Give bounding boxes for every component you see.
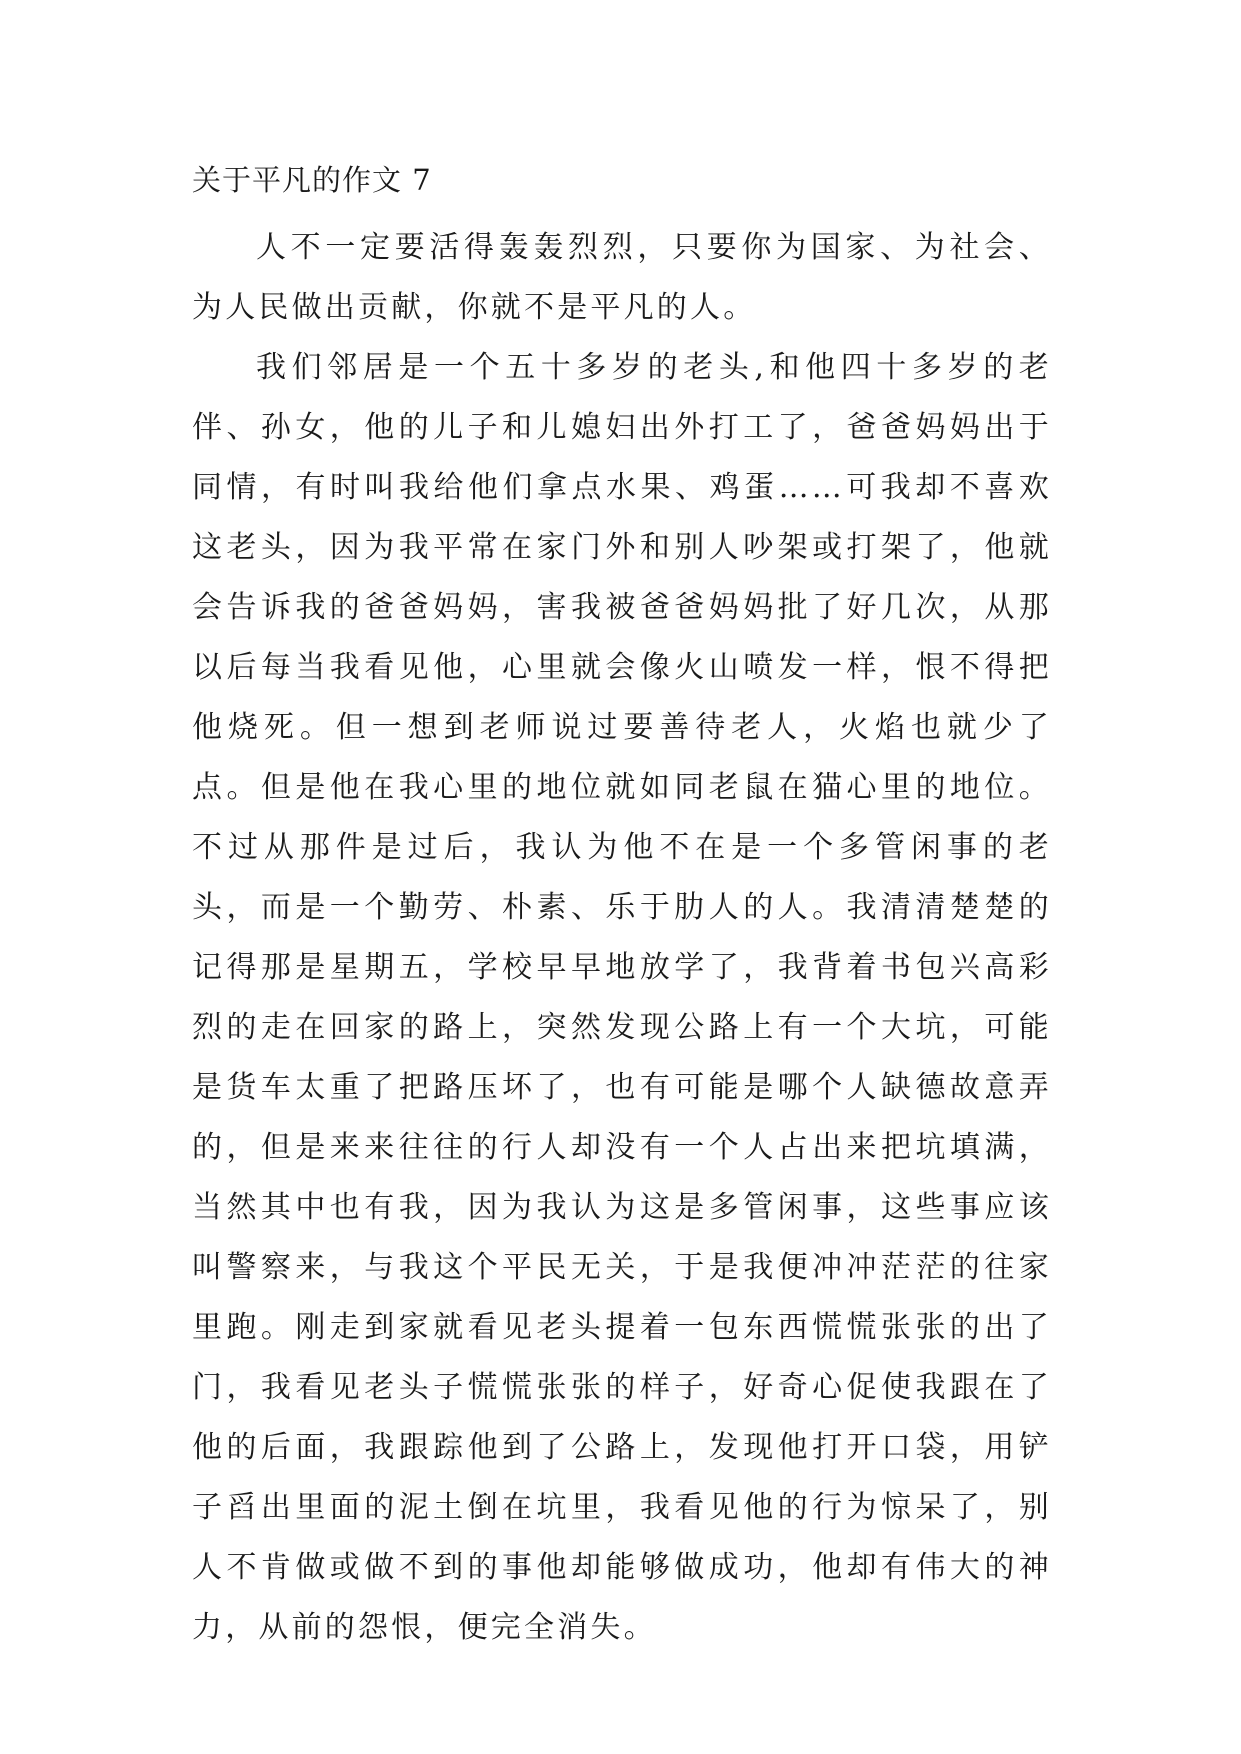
document-title: 关于平凡的作文 7 [192,163,432,197]
paragraph-intro: 人不一定要活得轰轰烈烈，只要你为国家、为社会、为人民做出贡献，你就不是平凡的人。 [192,230,1052,325]
document-body [192,158,1052,1658]
paragraph-story: 我们邻居是一个五十多岁的老头,和他四十多岁的老伴、孙女，他的儿子和儿媳妇出外打工了，爸爸妈妈出于同情，有时叫我给他们拿点水果、鸡蛋……可我却不喜欢这老头，因为我平常在家门外和别人吵架或打架了，他就会告诉我的爸爸妈妈，害我被爸爸妈妈批了好几次，从那以后每当我看见他，心里就会像火山喷发一样，恨不得把他烧死。但一想到老师说过要善待老人，火焰也就少了点。但是他在我心里的地位就如同老鼠在猫心里的地位。不过从那件是过后，我认为他不在是一个多管闲事的老头，而是一个勤劳、朴素、乐于肋人的人。我清清楚楚的记得那是星期五，学校早早地放学了，我背着书包兴高彩烈的走在回家的路上，突然发现公路上有一个大坑，可能是货车太重了把路压坏了，也有可能是哪个人缺德故意弄的，但是来来往往的行人却没有一个人占出来把坑填满，当然其中也有我，因为我认为这是多管闲事，这些事应该叫警察来，与我这个平民无关，于是我便冲冲茫茫的往家里跑。刚走到家就看见老头提着一包东西慌慌张张的出了门，我看见老头子慌慌张张的样子，好奇心促使我跟在了他的后面，我跟踪他到了公路上，发现他打开口袋，用铲子舀出里面的泥土倒在坑里，我看见他的行为惊呆了，别人不肯做或做不到的事他却能够做成功，他却有伟大的神力，从前的怨恨，便完全消失。 [192,350,1052,1645]
